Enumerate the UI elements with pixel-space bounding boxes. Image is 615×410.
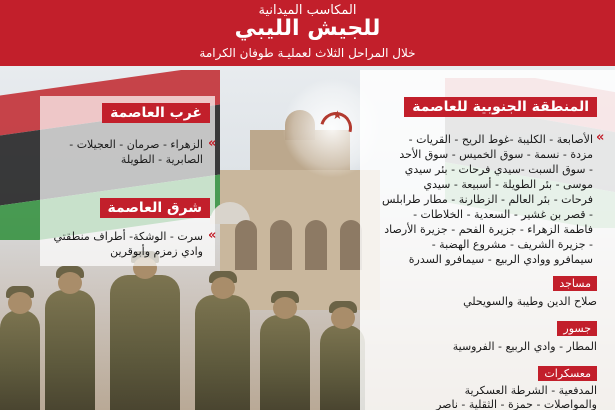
south-line-5: فرحات - بئر العالم - الزطارنة - مطار طرابلس (382, 193, 593, 206)
south-line-6: - قصر بن غشير - السعدية - الخلاطات - (413, 208, 593, 221)
double-chevron-icon: « (208, 228, 217, 243)
south-line-9: سيمافرو ووادي الربيع - سيمافرو السدرة (408, 253, 593, 266)
south-line-7: فاطمة الزهراء - جزيرة الفحم - جزيرة الأرصاد (384, 223, 593, 236)
bridges-title: جسور (557, 321, 597, 336)
west-title: غرب العاصمة (102, 103, 210, 123)
south-line-4: موسى - بئر الطويلة - أسبيعة - سيدي (423, 178, 593, 191)
east-line-2: وادي زمزم وأبوقرين (110, 245, 203, 258)
camps-line-1: المدفعية - الشرطة العسكرية (464, 384, 597, 397)
west-line-2: الصابرية - الطويلة (120, 153, 203, 166)
header-line-1: المكاسب الميدانية (258, 3, 357, 18)
south-line-3: - سوق السبت -سيدي فرحات - بئر سيدي (404, 163, 593, 176)
south-line-1: الأصابعة - الكليبة -غوط الريح - القريات - (408, 133, 593, 146)
mosques-title: مساجد (553, 276, 597, 291)
camps-title: معسكرات (538, 366, 597, 381)
south-line-8: - جزيرة الشريف - مشروع الهضبة - (431, 238, 593, 251)
mosques-text: صلاح الدين وطيبة والسويحلي (463, 295, 597, 308)
double-chevron-icon: « (596, 130, 605, 145)
double-chevron-icon: « (208, 136, 217, 151)
east-title: شرق العاصمة (100, 198, 211, 218)
header-title: للجيش الليبي (234, 16, 381, 41)
bridges-text: المطار - وادي الربيع - الفروسية (452, 340, 597, 353)
west-line-1: الزهراء - صرمان - العجيلات - (69, 138, 203, 151)
south-line-2: مزدة - نسمة - سوق الخميس - سوق الأحد (399, 148, 593, 161)
army-emblem-icon: ★ (282, 78, 382, 178)
east-line-1: سرت - الوشكة- أطراف منطقتي (53, 230, 203, 243)
header-subtitle: خلال المراحل الثلاث لعمليـة طوفان الكرامة (199, 46, 416, 60)
south-title: المنطقة الجنوبية للعاصمة (404, 97, 597, 117)
camps-line-2: والمواصلات - حمزة - الثقلية - ناصر (436, 398, 597, 410)
